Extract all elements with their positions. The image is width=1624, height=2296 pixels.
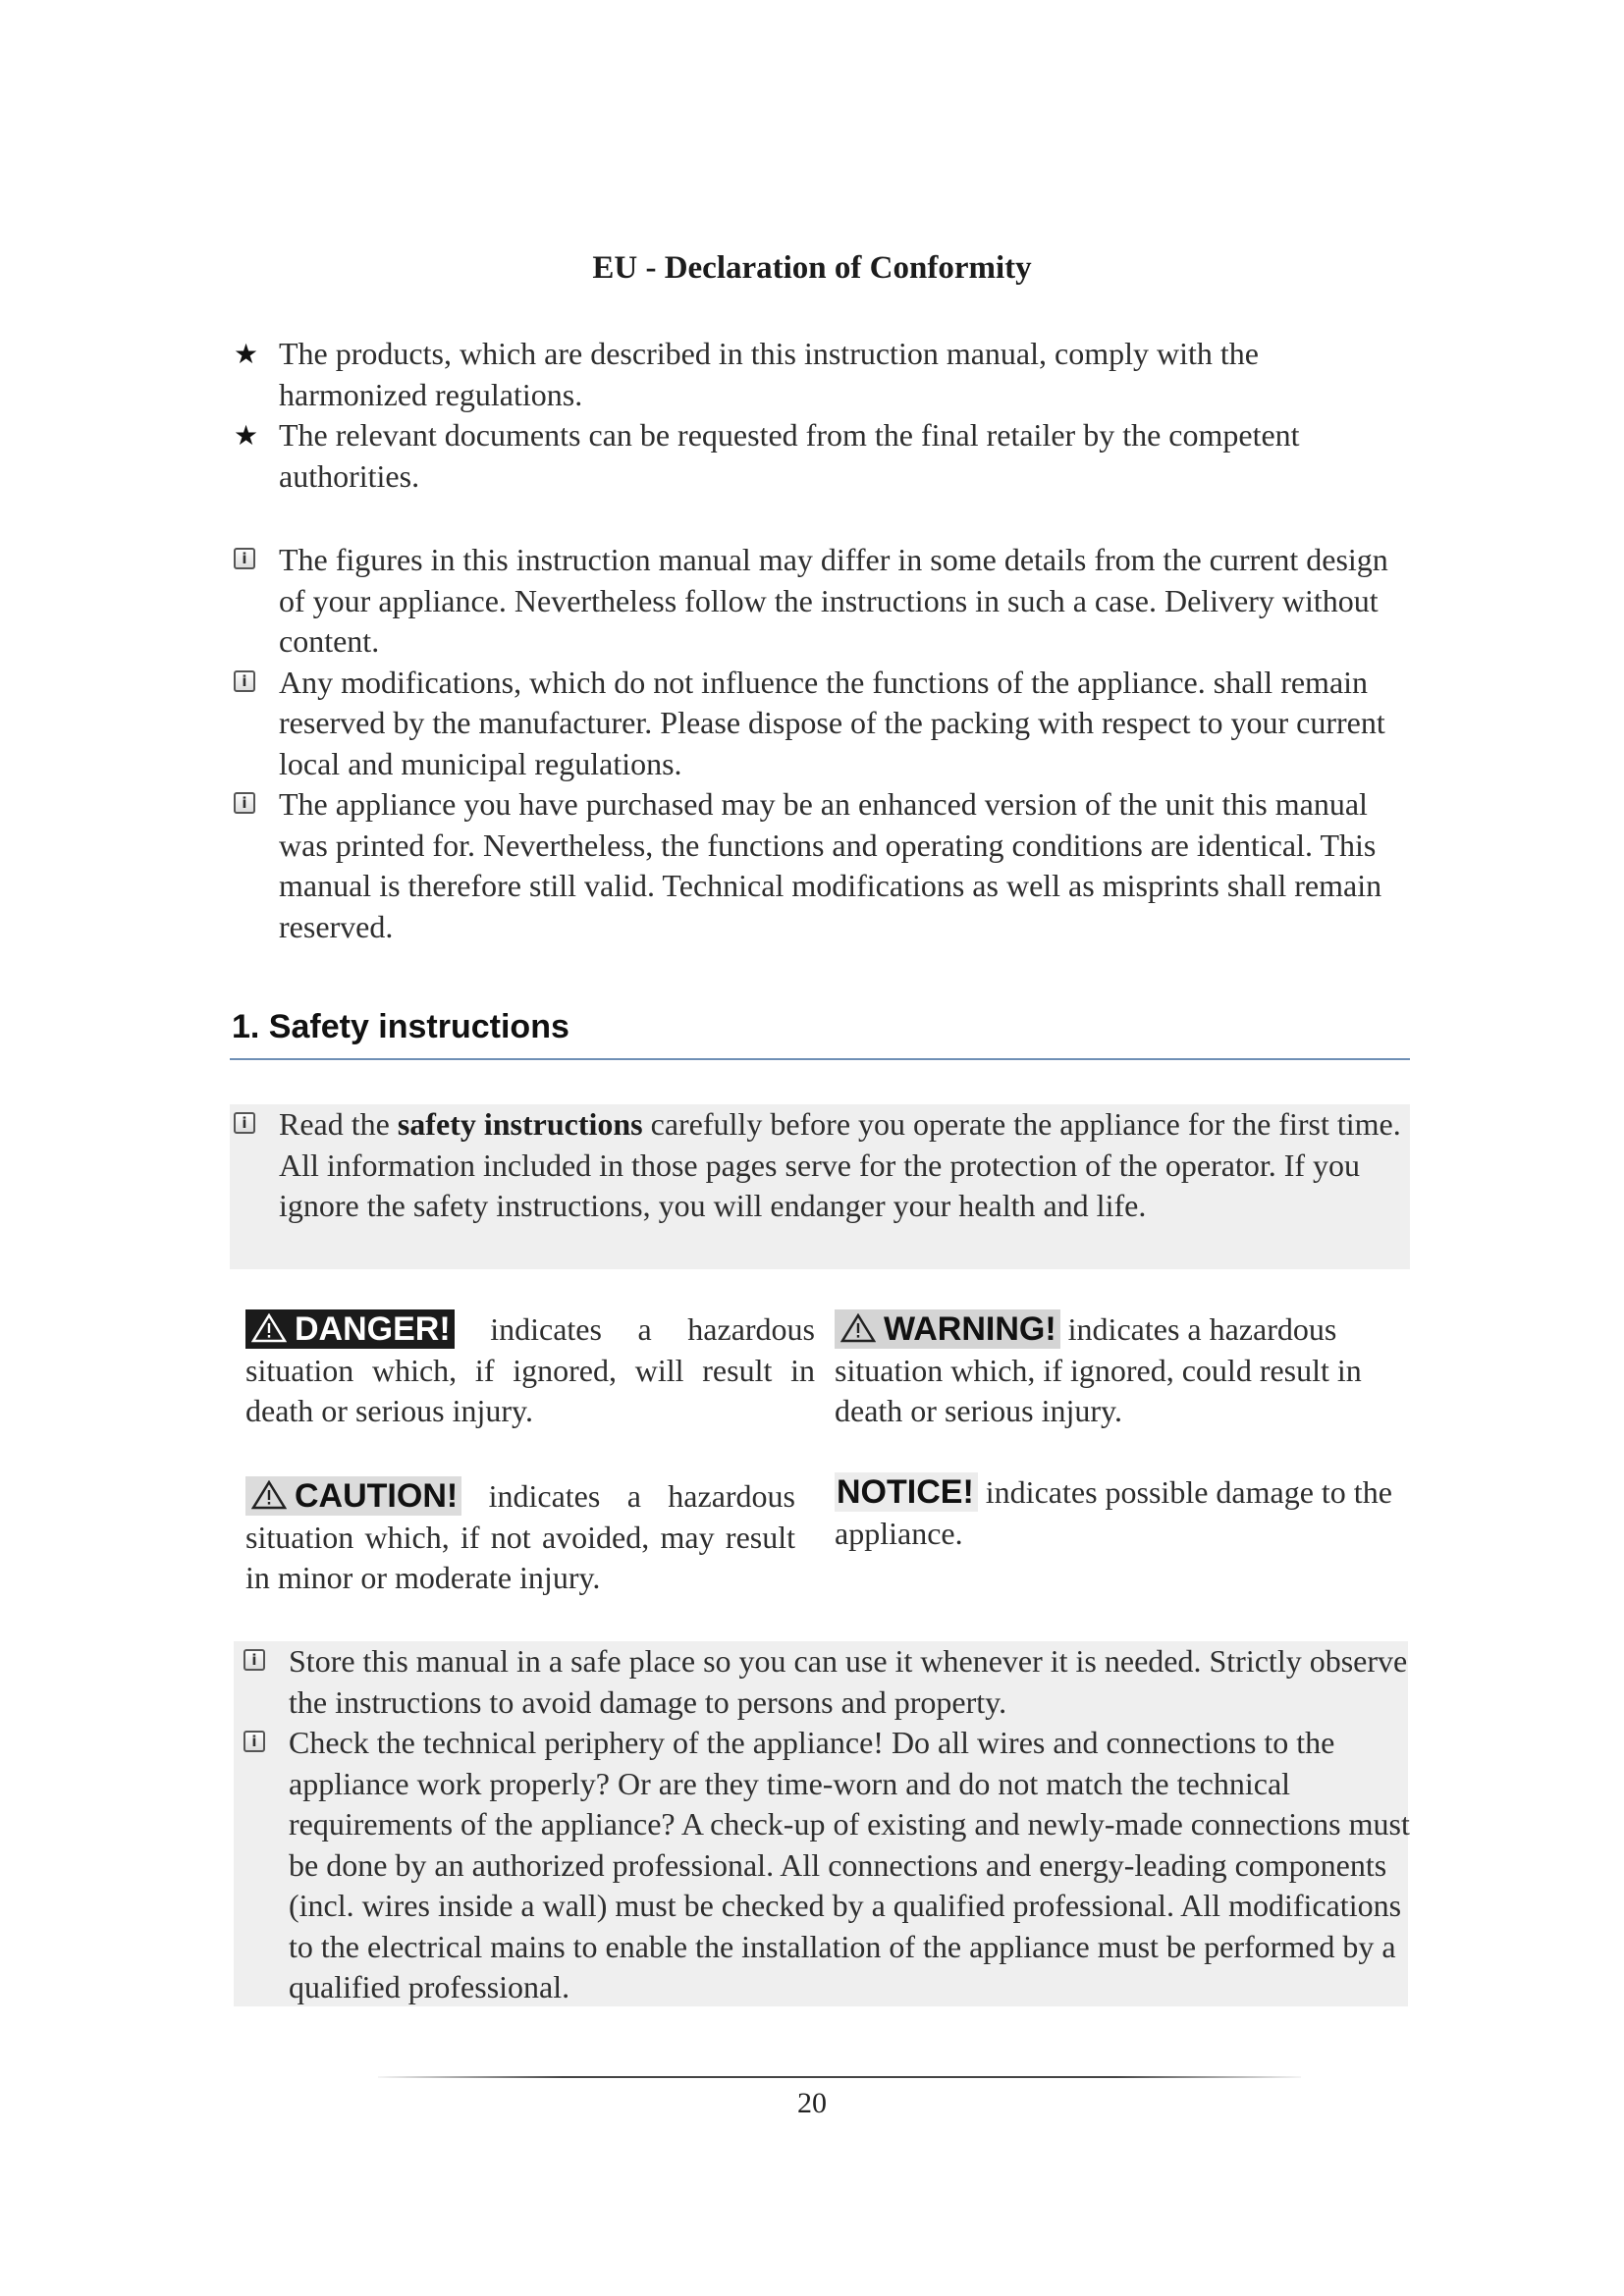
list-item: [232, 663, 1420, 785]
warning-triangle-icon: [840, 1313, 876, 1343]
caution-signal-label: [245, 1476, 461, 1516]
warning-signal-label: [835, 1309, 1060, 1349]
hazard-notice: [835, 1472, 1394, 1554]
danger-signal-label: [245, 1309, 455, 1349]
notice-label: NOTICE!: [835, 1472, 978, 1512]
info-icon: i: [234, 792, 255, 814]
info-item-text: Any modifications, which do not influence the functions of the appliance. shall remain reserved by the manufacturer. Please dispose of the packing with respect to your current local and municipal regulations.: [279, 664, 1385, 781]
declaration-star-list: [232, 334, 1410, 497]
warning-text: indicates a hazardous situation which, if ignored, could result in death or serious injury.: [835, 1311, 1362, 1428]
caution-label: CAUTION!: [295, 1477, 459, 1515]
hazard-danger: [245, 1309, 815, 1432]
info-icon: i: [244, 1649, 265, 1671]
declaration-info-list: [232, 540, 1420, 947]
warning-triangle-icon: [251, 1313, 287, 1343]
info-icon: i: [234, 670, 255, 692]
hazard-caution: [245, 1476, 795, 1599]
declaration-title: EU - Declaration of Conformity: [592, 250, 1032, 286]
bottom-item-text: Check the technical periphery of the appliance! Do all wires and connections to the appliance work properly? Or are they time-worn and do not match the technical requirements of the appliance? A check-up of existing and newly-made connections must be done by an authorized professional. All connections and energy-leading components (incl. wires inside a wall) must be checked by a qualified professional. All modifications to the electrical mains to enable the installation of the appliance must be performed by a qualified professional.: [289, 1725, 1410, 2004]
notice-text: indicates possible damage to the appliance.: [835, 1474, 1392, 1551]
list-item: [242, 1723, 1410, 2008]
warning-label: WARNING!: [884, 1310, 1056, 1348]
list-item: [242, 1641, 1410, 1723]
bottom-item-text: Store this manual in a safe place so you can use it whenever it is needed. Strictly observe the instructions to avoid damage to persons and property.: [289, 1643, 1408, 1720]
star-item-text: The products, which are described in this instruction manual, comply with the harmonized regulations.: [279, 336, 1259, 412]
intro-text-before: Read the: [279, 1106, 398, 1142]
footer-divider: [378, 2076, 1301, 2078]
section-heading: 1. Safety instructions: [232, 1008, 569, 1045]
hazard-warning: [835, 1309, 1394, 1432]
intro-text-after: carefully before you operate the appliance for the first time. All information included in those pages serve for the protection of the operator. If you ignore the safety instructions, you will endanger your health and life.: [279, 1106, 1401, 1223]
danger-text: indicates a hazardous situation which, if ignored, will result in death or serious injury.: [245, 1311, 815, 1428]
list-item: [232, 415, 1410, 497]
page-number: 20: [797, 2087, 827, 2119]
info-icon: i: [244, 1731, 265, 1752]
info-icon: i: [234, 1112, 255, 1134]
info-icon: i: [234, 548, 255, 569]
danger-label: DANGER!: [295, 1310, 451, 1348]
list-item: [232, 1104, 1410, 1227]
caution-text: indicates a hazardous situation which, if not avoided, may result in minor or moderate injury.: [245, 1478, 795, 1595]
star-icon: ★: [234, 338, 259, 370]
intro-text-bold: safety instructions: [397, 1106, 643, 1142]
list-item: [232, 334, 1410, 415]
star-item-text: The relevant documents can be requested from the final retailer by the competent authorities.: [279, 417, 1300, 494]
star-icon: ★: [234, 419, 259, 452]
list-item: [232, 784, 1420, 947]
section-divider: [230, 1058, 1410, 1060]
warning-triangle-icon: [251, 1480, 287, 1510]
manual-care-list: [242, 1641, 1410, 2008]
info-item-text: The figures in this instruction manual may differ in some details from the current design of your appliance. Nevertheless follow the instructions in such a case. Delivery without content.: [279, 542, 1388, 659]
safety-intro: [232, 1104, 1410, 1227]
list-item: [232, 540, 1420, 663]
info-item-text: The appliance you have purchased may be an enhanced version of the unit this manual was printed for. Nevertheless, the functions and operating conditions are identical. This manual is therefore still valid. Technical modifications as well as misprints shall remain reserved.: [279, 786, 1382, 944]
